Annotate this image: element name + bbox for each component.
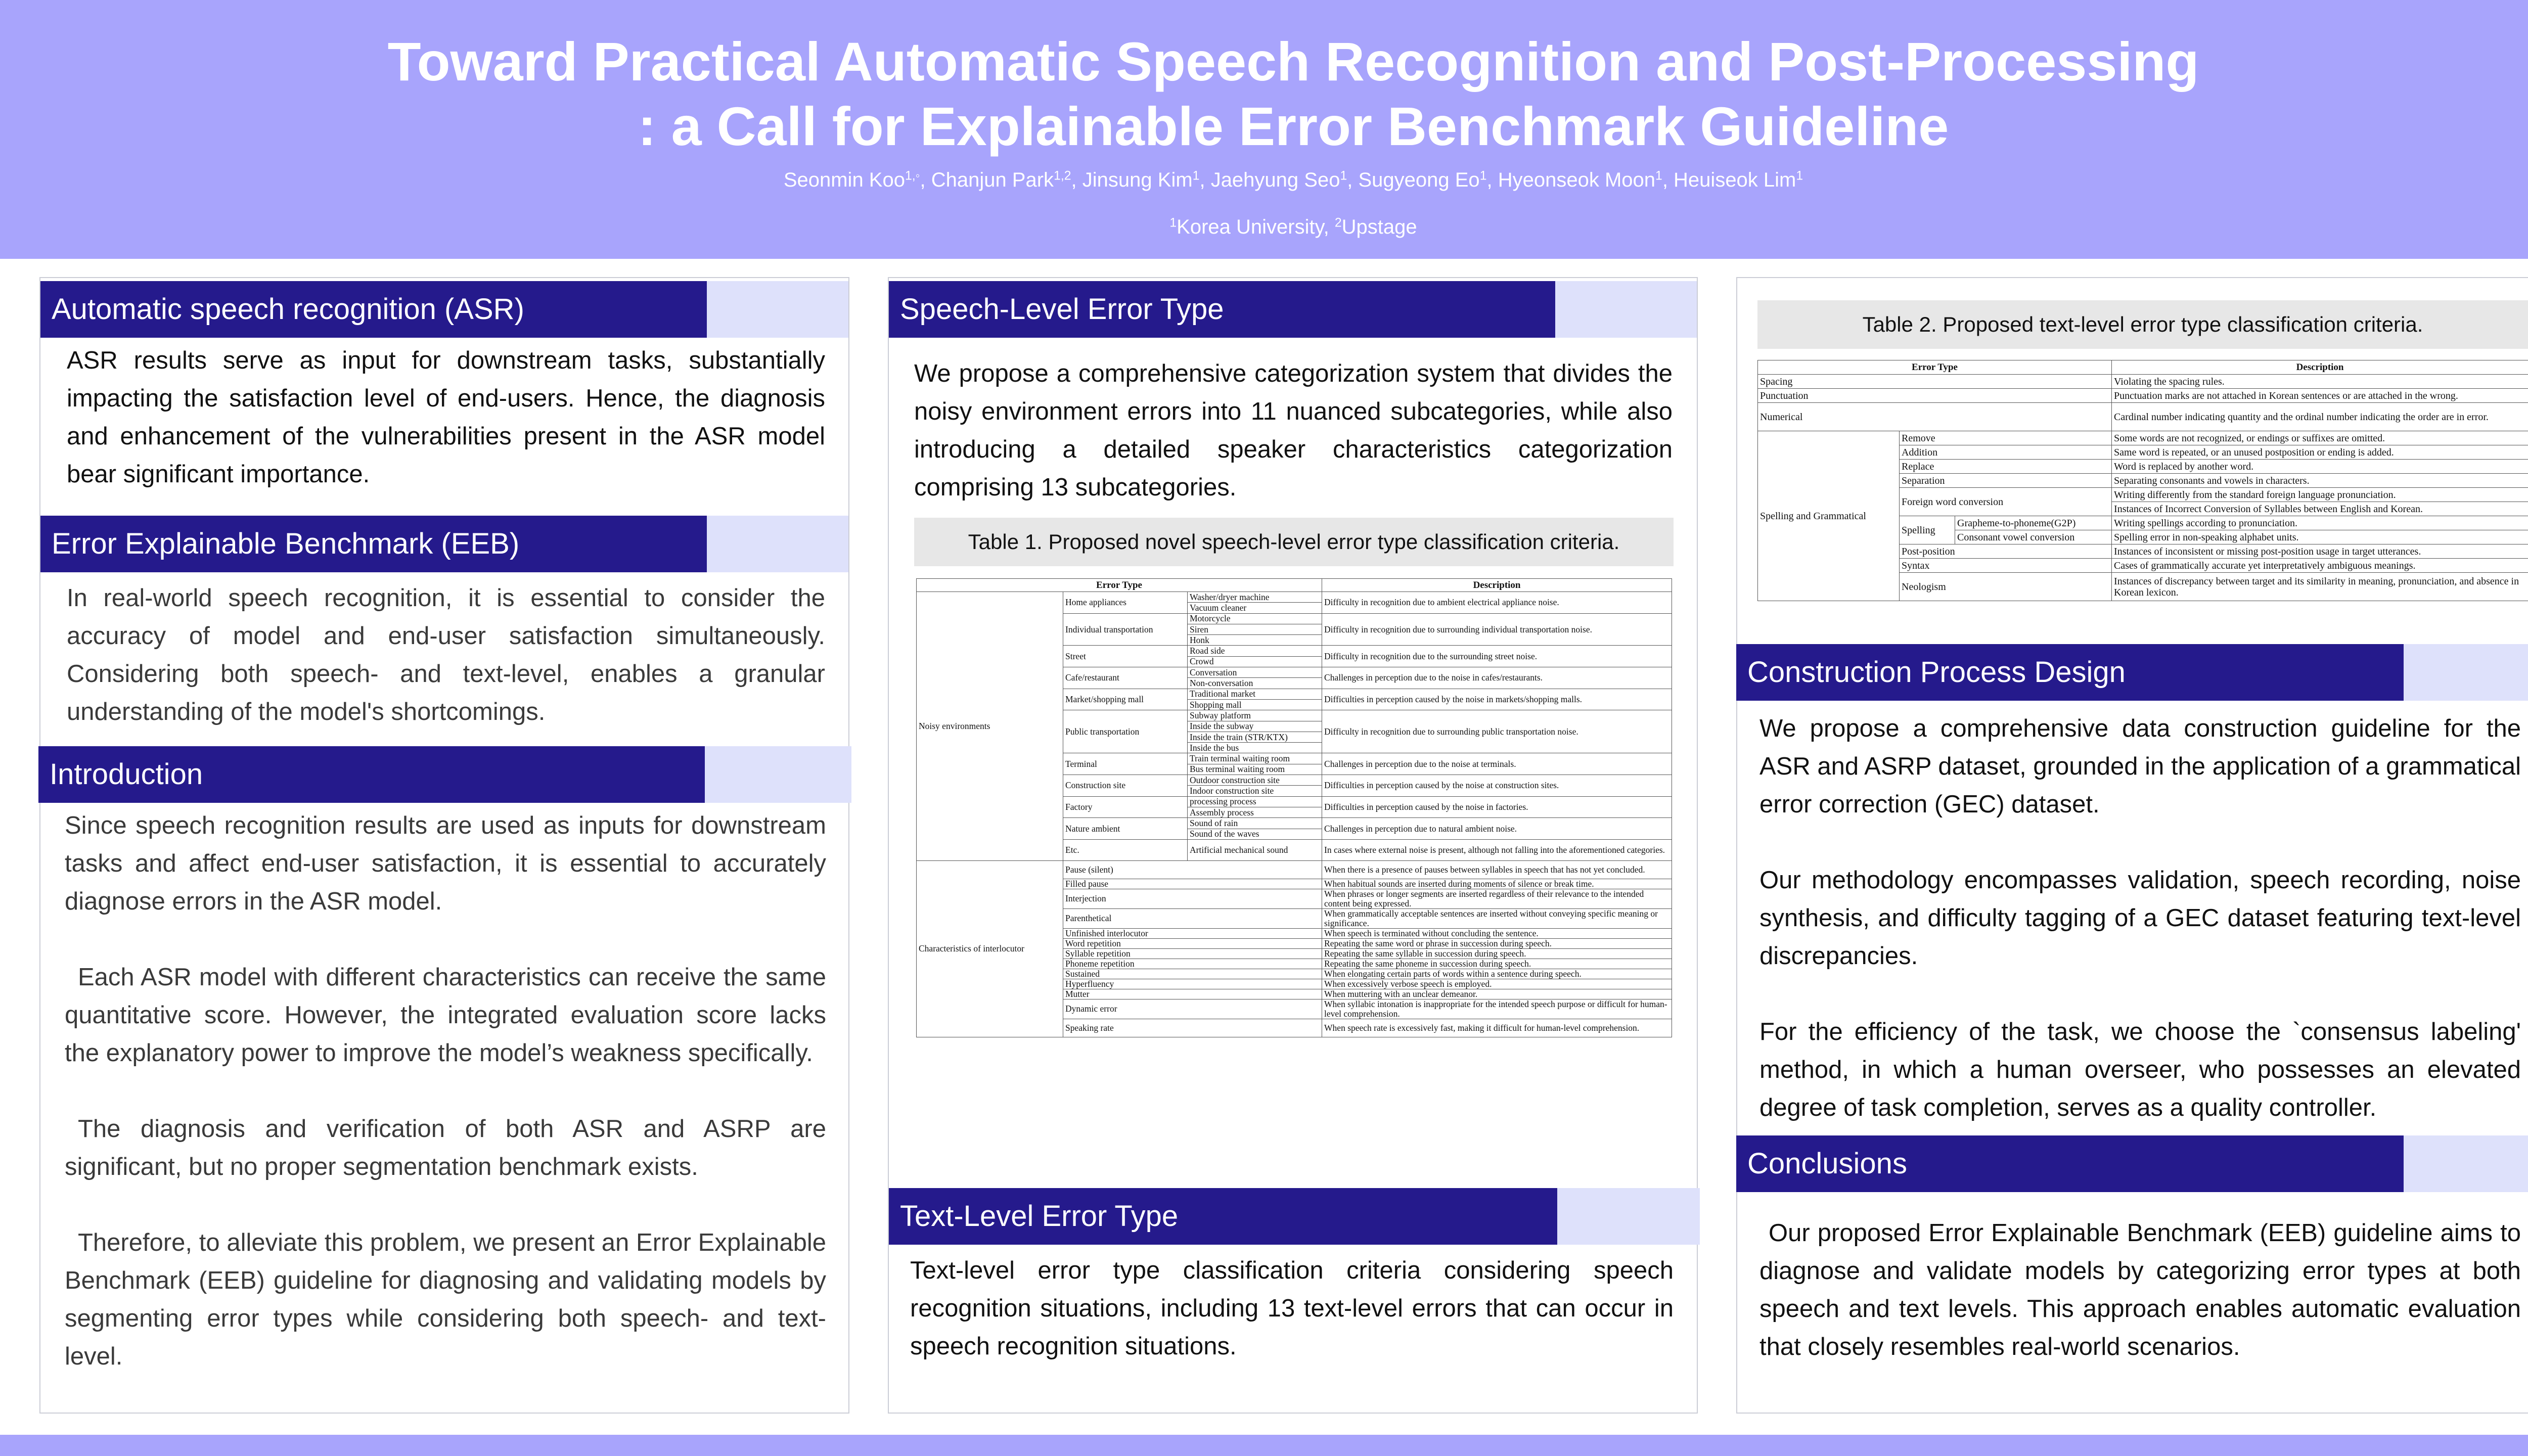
section-header-speech-level	[889, 281, 1697, 338]
error-subtype: Honk	[1188, 635, 1322, 646]
error-description: Difficulties in perception caused by the noise in markets/shopping malls.	[1322, 689, 1672, 710]
error-type: Punctuation	[1758, 389, 2112, 403]
table-row	[917, 860, 1672, 879]
section-title-intro: Introduction	[38, 746, 705, 803]
error-description: Cases of grammatically accurate yet interpretatively ambiguous meanings.	[2112, 559, 2528, 573]
section-title-asr: Automatic speech recognition (ASR)	[40, 281, 707, 338]
error-type: Public transportation	[1063, 710, 1188, 753]
error-description: Difficulties in perception caused by the noise in factories.	[1322, 796, 1672, 818]
error-type: Remove	[1900, 431, 2112, 445]
table1-body	[917, 592, 1672, 1037]
section-header-intro	[38, 746, 851, 803]
error-description: When elongating certain parts of words within a sentence during speech.	[1322, 969, 1672, 979]
error-subtype: Subway platform	[1188, 710, 1322, 721]
error-description: When excessively verbose speech is employed.	[1322, 979, 1672, 989]
error-description: When speech is terminated without concluding the sentence.	[1322, 928, 1672, 938]
error-subtype: Grapheme-to-phoneme(G2P)	[1955, 516, 2112, 530]
section-header-asr	[40, 281, 848, 338]
author-name: Sugyeong Eo	[1358, 169, 1480, 191]
section-header-construction	[1736, 644, 2528, 701]
asr-body: ASR results serve as input for downstream tasks, substantially impacting the satisfaction level of end-users. Hence, the diagnosis and enhancement of the vulnerabilities present in the ASR model bear significant importance.	[67, 347, 825, 488]
error-description: Repeating the same phoneme in succession during speech.	[1322, 959, 1672, 969]
error-description: Writing differently from the standard foreign language pronunciation.	[2112, 488, 2528, 502]
error-type: Post-position	[1900, 544, 2112, 559]
error-type: Individual transportation	[1063, 613, 1188, 646]
column-middle	[888, 277, 1698, 1414]
error-subtype: Crowd	[1188, 656, 1322, 667]
error-subtype: Indoor construction site	[1188, 786, 1322, 796]
construction-paragraph: We propose a comprehensive data construction guideline for the ASR and ASRP dataset, grounded in the application of a grammatical error correction (GEC) dataset.	[1759, 715, 2521, 818]
section-title-text-level: Text-Level Error Type	[889, 1188, 1557, 1245]
error-description: Challenges in perception due to the noise at terminals.	[1322, 753, 1672, 775]
error-description: Same word is repeated, or an unused postposition or ending is added.	[2112, 445, 2528, 460]
error-type: Terminal	[1063, 753, 1188, 775]
section-header-eeb	[40, 516, 848, 572]
section-title-construction: Construction Process Design	[1736, 644, 2404, 701]
author-name: Seonmin Koo	[783, 169, 905, 191]
error-subtype: Traditional market	[1188, 689, 1322, 699]
table-row	[1758, 389, 2528, 403]
error-type: Foreign word conversion	[1900, 488, 2112, 516]
table1-header-description: Description	[1322, 579, 1672, 592]
error-type: Filled pause	[1063, 879, 1322, 889]
error-subtype: Assembly process	[1188, 807, 1322, 817]
error-description: Challenges in perception due to the noise in cafes/restaurants.	[1322, 667, 1672, 689]
error-subtype: Consonant vowel conversion	[1955, 530, 2112, 544]
error-type: Construction site	[1063, 775, 1188, 797]
error-subtype: Conversation	[1188, 667, 1322, 678]
error-description: Instances of inconsistent or missing post-position usage in target utterances.	[2112, 544, 2528, 559]
speech-level-body: We propose a comprehensive categorization system that divides the noisy environment errors into 11 nuanced subcategories, while also introducing a detailed speaker characteristics categorization comprising 13 subcategories.	[914, 360, 1673, 501]
error-subtype: Motorcycle	[1188, 613, 1322, 624]
error-description: Cardinal number indicating quantity and the ordinal number indicating the order are in error.	[2112, 403, 2528, 431]
error-type: Spelling	[1900, 516, 1955, 544]
error-description: Difficulty in recognition due to ambient electrical appliance noise.	[1322, 592, 1672, 614]
error-type: Market/shopping mall	[1063, 689, 1188, 710]
author-name: Jinsung Kim	[1082, 169, 1193, 191]
section-header-text-level	[889, 1188, 1700, 1245]
error-description: When muttering with an unclear demeanor.	[1322, 989, 1672, 999]
error-type: Mutter	[1063, 989, 1322, 999]
construction-body	[1759, 710, 2521, 1127]
error-subtype: Shopping mall	[1188, 699, 1322, 710]
error-category: Spelling and Grammatical	[1758, 431, 1900, 601]
error-description: Difficulty in recognition due to surrounding individual transportation noise.	[1322, 613, 1672, 646]
error-description: In cases where external noise is present, although not falling into the aforementioned categories.	[1322, 839, 1672, 860]
error-description: Spelling error in non-speaking alphabet units.	[2112, 530, 2528, 544]
author-name: Jaehyung Seo	[1210, 169, 1340, 191]
intro-paragraph: Each ASR model with different characteristics can receive the same quantitative score. However, the integrated evaluation score lacks the explanatory power to improve the model’s weakness specifically.	[65, 964, 826, 1067]
error-type: Syllable repetition	[1063, 948, 1322, 959]
error-description: Repeating the same word or phrase in succession during speech.	[1322, 938, 1672, 948]
error-description: When phrases or longer segments are inserted regardless of their relevance to the intended content being expressed.	[1322, 889, 1672, 908]
section-header-accent	[1557, 1188, 1700, 1245]
error-type: Pause (silent)	[1063, 860, 1322, 879]
error-description: When syllabic intonation is inappropriate for the intended speech purpose or difficult for human-level comprehension.	[1322, 999, 1672, 1019]
section-title-eeb: Error Explainable Benchmark (EEB)	[40, 516, 707, 572]
error-description: When there is a presence of pauses between syllables in speech that has not yet concluded.	[1322, 860, 1672, 879]
table-row	[1758, 403, 2528, 431]
intro-body	[65, 807, 826, 1376]
error-subtype: Sound of rain	[1188, 818, 1322, 829]
error-subtype: Road side	[1188, 646, 1322, 656]
error-type: Addition	[1900, 445, 2112, 460]
error-subtype: processing process	[1188, 796, 1322, 807]
error-description: Instances of Incorrect Conversion of Syllables between English and Korean.	[2112, 502, 2528, 516]
error-type: Nature ambient	[1063, 818, 1188, 840]
intro-paragraph: Since speech recognition results are used as inputs for downstream tasks and affect end-user satisfaction, it is essential to accurately diagnose errors in the ASR model.	[65, 812, 826, 915]
error-description: Difficulty in recognition due to surrounding public transportation noise.	[1322, 710, 1672, 753]
error-description: Separating consonants and vowels in characters.	[2112, 474, 2528, 488]
conclusions-body: Our proposed Error Explainable Benchmark (EEB) guideline aims to diagnose and validate models by categorizing error types at both speech and text levels. This approach enables automatic evaluation that closely resembles real-world scenarios.	[1759, 1219, 2521, 1360]
error-subtype: Inside the bus	[1188, 743, 1322, 753]
eeb-body: In real-world speech recognition, it is essential to consider the accuracy of model and end-user satisfaction simultaneously. Considering both speech- and text-level, enables a granular understanding of the model's shortcomings.	[67, 584, 825, 725]
error-type: Street	[1063, 646, 1188, 667]
error-description: Difficulty in recognition due to the surrounding street noise.	[1322, 646, 1672, 667]
construction-paragraph: For the efficiency of the task, we choose the `consensus labeling' method, in which a human overseer, who possesses an elevated degree of task completion, serves as a quality controller.	[1759, 1018, 2521, 1121]
error-subtype: Washer/dryer machine	[1188, 592, 1322, 603]
author-affiliation-mark: 1	[1479, 169, 1487, 183]
poster-header	[0, 0, 2528, 259]
table-row	[1758, 431, 2528, 445]
affiliation-name: Korea University	[1177, 216, 1324, 238]
error-type: Numerical	[1758, 403, 2112, 431]
error-type: Phoneme repetition	[1063, 959, 1322, 969]
error-type: Etc.	[1063, 839, 1188, 860]
section-title-conclusions: Conclusions	[1736, 1135, 2404, 1192]
error-type: Cafe/restaurant	[1063, 667, 1188, 689]
error-type: Unfinished interlocutor	[1063, 928, 1322, 938]
error-description: Challenges in perception due to natural ambient noise.	[1322, 818, 1672, 840]
error-subtype: Vacuum cleaner	[1188, 603, 1322, 613]
error-type: Sustained	[1063, 969, 1322, 979]
text-level-body: Text-level error type classification criteria considering speech recognition situations, including 13 text-level errors that can occur in speech recognition situations.	[910, 1257, 1674, 1360]
author-affiliation-mark: 1,2	[1054, 169, 1071, 183]
table-row	[917, 592, 1672, 603]
error-subtype: Inside the train (STR/KTX)	[1188, 732, 1322, 742]
error-type: Dynamic error	[1063, 999, 1322, 1019]
table-row	[1758, 375, 2528, 389]
error-type: Syntax	[1900, 559, 2112, 573]
error-category: Noisy environments	[917, 592, 1063, 861]
section-header-accent	[2404, 644, 2528, 701]
error-type: Interjection	[1063, 889, 1322, 908]
intro-paragraph: Therefore, to alleviate this problem, we present an Error Explainable Benchmark (EEB) guideline for diagnosing and validating models by segmenting error types while considering both speech- and text-level.	[65, 1229, 826, 1370]
error-description: When speech rate is excessively fast, making it difficult for human-level comprehension.	[1322, 1019, 1672, 1037]
poster-title-line1: Toward Practical Automatic Speech Recognition and Post-Processing	[387, 31, 2199, 92]
error-subtype: Non-conversation	[1188, 678, 1322, 689]
error-type: Parenthetical	[1063, 908, 1322, 928]
table1	[916, 578, 1672, 1037]
section-title-speech-level: Speech-Level Error Type	[889, 281, 1555, 338]
table2-caption: Table 2. Proposed text-level error type classification criteria.	[1757, 300, 2528, 349]
table2-header-description: Description	[2112, 360, 2528, 375]
error-subtype: Inside the subway	[1188, 721, 1322, 732]
affiliation-mark: 2	[1334, 216, 1342, 230]
error-type: Factory	[1063, 796, 1188, 818]
section-header-conclusions	[1736, 1135, 2528, 1192]
table2	[1757, 360, 2528, 601]
error-description: When habitual sounds are inserted during moments of silence or break time.	[1322, 879, 1672, 889]
poster-footer	[0, 1435, 2528, 1456]
error-description: Instances of discrepancy between target and its similarity in meaning, pronunciation, and absence in Korean lexicon.	[2112, 573, 2528, 601]
column-right	[1736, 277, 2528, 1414]
poster-title-line2: : a Call for Explainable Error Benchmark Guideline	[638, 96, 1949, 157]
section-header-accent	[2404, 1135, 2528, 1192]
author-name: Hyeonseok Moon	[1498, 169, 1656, 191]
error-description: When grammatically acceptable sentences are inserted without conveying specific meaning or significance.	[1322, 908, 1672, 928]
error-subtype: Siren	[1188, 624, 1322, 634]
error-description: Violating the spacing rules.	[2112, 375, 2528, 389]
error-description: Repeating the same syllable in succession during speech.	[1322, 948, 1672, 959]
error-subtype: Artificial mechanical sound	[1188, 839, 1322, 860]
construction-paragraph: Our methodology encompasses validation, speech recording, noise synthesis, and difficulty tagging of a GEC dataset featuring text-level discrepancies.	[1759, 867, 2521, 970]
affiliation-name: Upstage	[1341, 216, 1417, 238]
intro-paragraph: The diagnosis and verification of both ASR and ASRP are significant, but no proper segmentation benchmark exists.	[65, 1115, 826, 1180]
error-description: Writing spellings according to pronunciation.	[2112, 516, 2528, 530]
section-header-accent	[1555, 281, 1697, 338]
author-name: Heuiseok Lim	[1674, 169, 1796, 191]
table1-header-error-type: Error Type	[917, 579, 1322, 592]
error-subtype: Sound of the waves	[1188, 829, 1322, 839]
error-description: Punctuation marks are not attached in Korean sentences or are attached in the wrong.	[2112, 389, 2528, 403]
section-header-accent	[707, 516, 848, 572]
table2-header-error-type: Error Type	[1758, 360, 2112, 375]
error-subtype: Train terminal waiting room	[1188, 753, 1322, 764]
author-affiliation-mark: 1	[1340, 169, 1347, 183]
error-category: Characteristics of interlocutor	[917, 860, 1063, 1037]
author-affiliation-mark: 1	[1796, 169, 1803, 183]
error-type: Neologism	[1900, 573, 2112, 601]
author-name: Chanjun Park	[931, 169, 1054, 191]
error-description: Difficulties in perception caused by the noise at construction sites.	[1322, 775, 1672, 797]
error-type: Speaking rate	[1063, 1019, 1322, 1037]
error-subtype: Outdoor construction site	[1188, 775, 1322, 786]
section-header-accent	[707, 281, 848, 338]
author-affiliation-mark: 1,◦	[905, 169, 920, 183]
error-type: Word repetition	[1063, 938, 1322, 948]
error-type: Home appliances	[1063, 592, 1188, 614]
error-type: Spacing	[1758, 375, 2112, 389]
author-affiliation-mark: 1	[1655, 169, 1662, 183]
author-affiliation-mark: 1	[1192, 169, 1200, 183]
author-list: Seonmin Koo$^{1,◦}$, Chanjun Park$^{1,2}$, Jinsung Kim$^1$, Jaehyung Seo$^1$, Sugyeong Eo$^1$, Hyeonseok Moon$^1$, Heuiseok Lim$^1$	[783, 169, 1803, 191]
affiliation-list: $^1$Korea University, $^2$Upstage	[1169, 216, 1417, 238]
section-header-accent	[705, 746, 851, 803]
error-subtype: Bus terminal waiting room	[1188, 764, 1322, 775]
table1-caption: Table 1. Proposed novel speech-level error type classification criteria.	[914, 518, 1674, 566]
column-left	[39, 277, 849, 1414]
error-description: Some words are not recognized, or endings or suffixes are omitted.	[2112, 431, 2528, 445]
error-type: Replace	[1900, 460, 2112, 474]
error-type: Separation	[1900, 474, 2112, 488]
error-description: Word is replaced by another word.	[2112, 460, 2528, 474]
affiliation-mark: 1	[1169, 216, 1177, 230]
error-type: Hyperfluency	[1063, 979, 1322, 989]
